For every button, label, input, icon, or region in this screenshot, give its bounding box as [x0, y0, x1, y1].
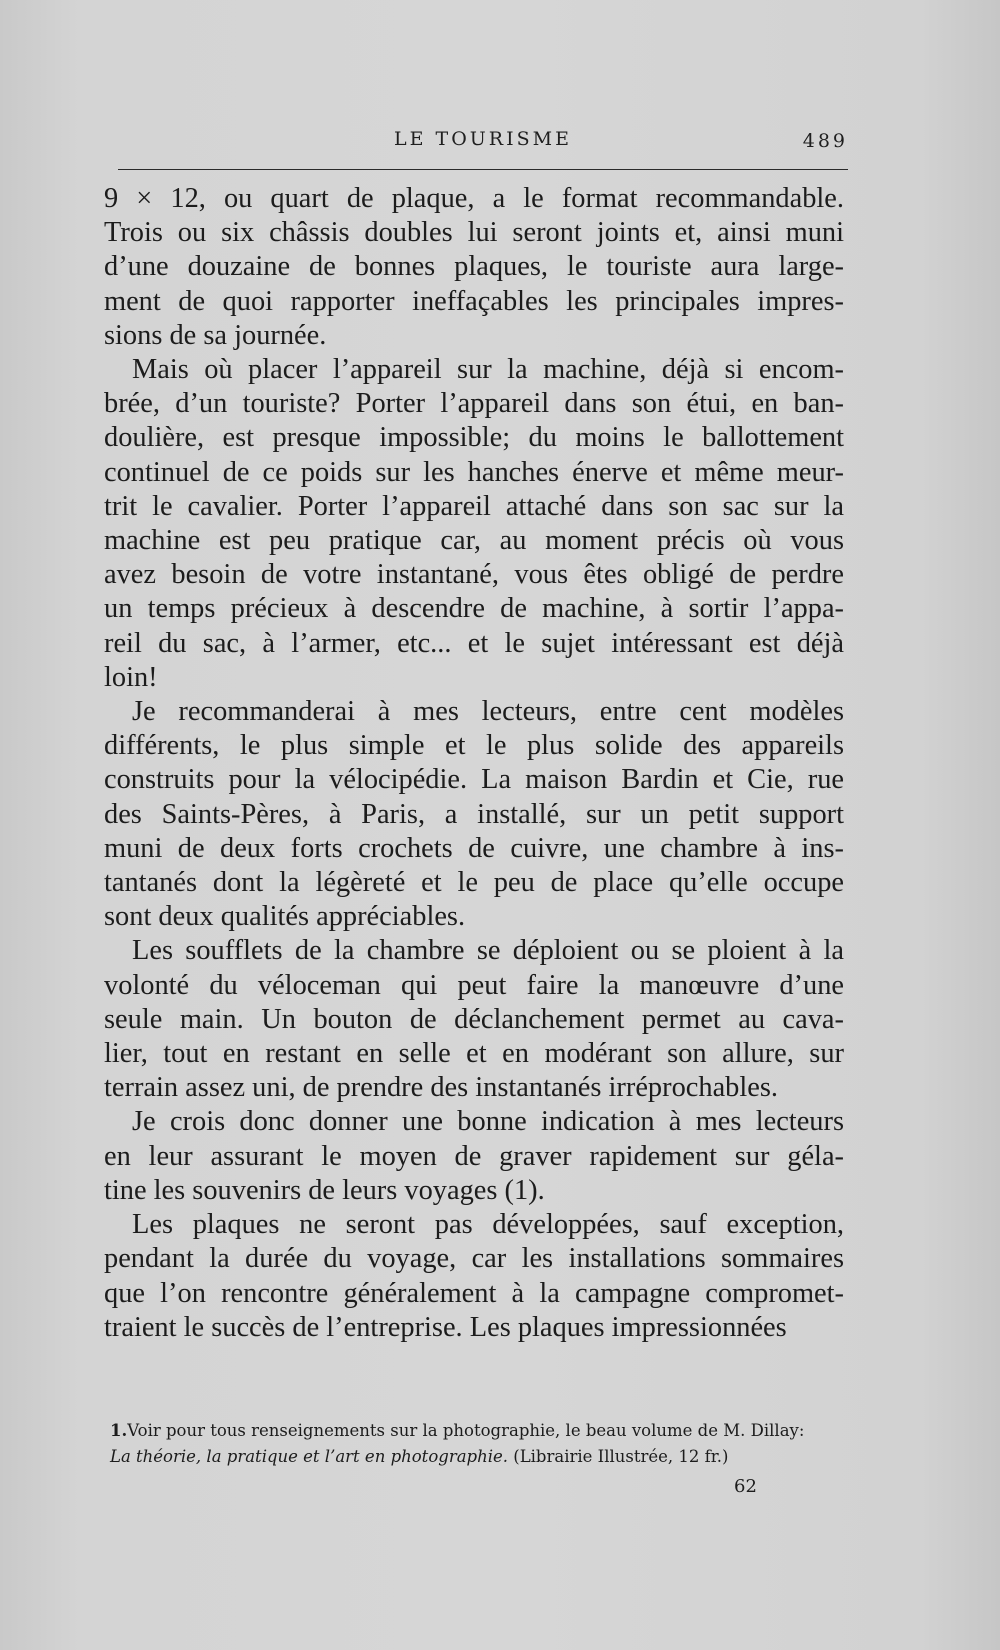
text-line: tine les souvenirs de leurs voyages (1). [104, 1174, 545, 1206]
text-line: Trois ou six châssis doubles lui seront joints et, ainsi muni [104, 217, 844, 249]
text-line: Je recommanderai à mes lecteurs, entre cent modèles [132, 696, 844, 728]
header-rule [118, 169, 848, 170]
body-text [104, 182, 844, 1345]
text-line: en leur assurant le moyen de graver rapidement sur géla- [104, 1140, 844, 1172]
footnote-text: Voir pour tous renseignements sur la photographie, le beau volume de M. Dillay: [127, 1421, 805, 1440]
text-line: Mais où placer l’appareil sur la machine, déjà si encom- [132, 354, 844, 386]
text-line: un temps précieux à descendre de machine, à sortir l’appa- [104, 593, 844, 625]
text-line: muni de deux forts crochets de cuivre, une chambre à ins- [104, 832, 844, 864]
paragraph [104, 934, 844, 1105]
text-line: loin! [104, 661, 158, 693]
text-line: avez besoin de votre instantané, vous êtes obligé de perdre [104, 559, 844, 591]
text-line: traient le succès de l’entreprise. Les plaques impressionnées [104, 1311, 787, 1343]
running-title: LE TOURISME [394, 128, 572, 150]
paragraph [104, 1208, 844, 1345]
paragraph [104, 182, 844, 353]
text-line: reil du sac, à l’armer, etc... et le sujet intéressant est déjà [104, 627, 844, 659]
text-line: seule main. Un bouton de déclanchement permet au cava- [104, 1003, 844, 1035]
text-line: sont deux qualités appréciables. [104, 901, 466, 933]
footnote-line-1 [110, 1418, 830, 1444]
text-line: terrain assez uni, de prendre des instantanés irréprochables. [104, 1072, 779, 1104]
text-line: lier, tout en restant en selle et en modérant son allure, sur [104, 1038, 844, 1070]
text-line: Les soufflets de la chambre se déploient ou se ploient à la [132, 935, 844, 967]
footnote-publisher: (Librairie Illustrée, 12 fr.) [508, 1447, 729, 1466]
signature-mark: 62 [734, 1476, 757, 1497]
text-line: tantanés dont la légèreté et le peu de place qu’elle occupe [104, 867, 844, 899]
text-line: ment de quoi rapporter ineffaçables les principales impres- [104, 285, 844, 317]
text-line: Les plaques ne seront pas développées, sauf exception, [132, 1209, 844, 1241]
paragraph [104, 353, 844, 695]
text-line: des Saints-Pères, à Paris, a installé, sur un petit support [104, 798, 844, 830]
text-line: d’une douzaine de bonnes plaques, le touriste aura large- [104, 251, 844, 283]
text-line: différents, le plus simple et le plus solide des appareils [104, 730, 844, 762]
running-head [118, 128, 848, 154]
text-line: trit le cavalier. Porter l’appareil attaché dans son sac sur la [104, 490, 844, 522]
footnote [110, 1418, 830, 1470]
text-line: pendant la durée du voyage, car les installations sommaires [104, 1243, 844, 1275]
text-line: Je crois donc donner une bonne indication à mes lecteurs [132, 1106, 844, 1138]
text-line: 9 × 12, ou quart de plaque, a le format recommandable. [104, 183, 844, 214]
footnote-marker: 1. [110, 1421, 128, 1440]
footnote-book-title: La théorie, la pratique et l’art en photographie. [110, 1447, 509, 1466]
text-line: sions de sa journée. [104, 319, 327, 351]
text-line: doulière, est presque impossible; du moins le ballottement [104, 422, 844, 454]
text-line: continuel de ce poids sur les hanches énerve et même meur- [104, 456, 844, 488]
paragraph [104, 695, 844, 934]
text-line: machine est peu pratique car, au moment précis où vous [104, 525, 844, 557]
text-line: brée, d’un touriste? Porter l’appareil dans son étui, en ban- [104, 388, 844, 420]
text-line: volonté du véloceman qui peut faire la manœuvre d’une [104, 969, 844, 1001]
text-line: construits pour la vélocipédie. La maison Bardin et Cie, rue [104, 764, 844, 796]
footnote-line-2 [110, 1444, 830, 1470]
text-line: que l’on rencontre généralement à la campagne compromet- [104, 1277, 844, 1309]
paragraph [104, 1105, 844, 1208]
page-number: 489 [802, 130, 848, 152]
